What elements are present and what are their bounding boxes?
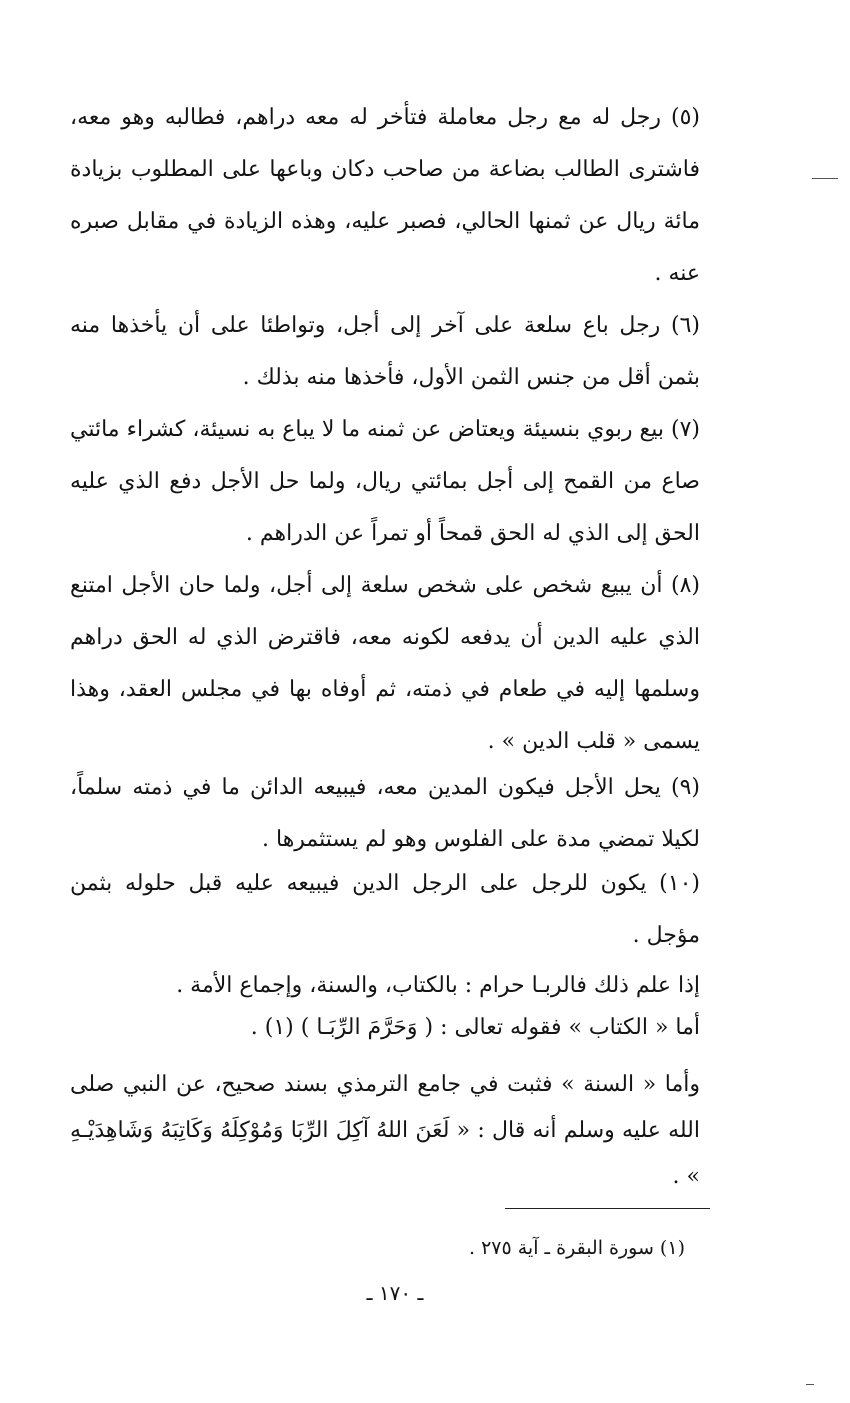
scan-artifact-mark [812, 178, 838, 179]
paragraph-item-6: (٦) رجل باع سلعة على آخر إلى أجل، وتواطئا على أن يأخذها منه بثمن أقل من جنس الثمن الأول، فأخذها منه بذلك . [70, 313, 700, 390]
paragraph-item-9: (٩) يحل الأجل فيكون المدين معه، فيبيعه الدائن ما في ذمته سلماً، لكيلا تمضي مدة على الفلوس وهو لم يستثمرها . [70, 775, 701, 852]
paragraph-riba-ruling: إذا علم ذلك فالربـا حرام : بالكتاب، والسنة، وإجماع الأمة . [176, 973, 700, 998]
scan-artifact-mark [806, 1384, 814, 1385]
footnote: (١) سورة البقرة ـ آية ٢٧٥ . [468, 1237, 685, 1259]
paragraph-sunnah-evidence: وأما « السنة » فثبت في جامع الترمذي بسند صحيح، عن النبي صلى الله عليه وسلم أنه قال : « لَعَنَ اللهُ آكِلَ الرِّبَا وَمُوْكِلَهُ وَكَاتِبَهُ وَشَاهِدَيْـهِ » . [70, 1072, 700, 1189]
paragraph-item-8: (٨) أن يبيع شخص على شخص سلعة إلى أجل، ولما حان الأجل امتنع الذي عليه الدين أن يدفعه لكونه معه، فاقترض الذي له الحق دراهم وسلمها إليه في طعام في ذمته، ثم أوفاه بها في مجلس العقد، وهذا يسمى « قلب الدين » . [70, 573, 700, 754]
paragraph-quran-evidence: أما « الكتاب » فقوله تعالى : ( وَحَرَّمَ الرِّبَـا ) (١) . [250, 1015, 700, 1040]
footnote-divider [505, 1208, 710, 1209]
paragraph-item-10: (١٠) يكون للرجل على الرجل الدين فيبيعه عليه قبل حلوله بثمن مؤجل . [70, 871, 700, 948]
page-number: ـ ١٧٠ ـ [366, 1281, 424, 1305]
paragraph-item-5: (٥) رجل له مع رجل معاملة فتأخر له معه دراهم، فطالبه وهو معه، فاشترى الطالب بضاعة من صاحب دكان وباعها على المطلوب بزيادة مائة ريال عن ثمنها الحالي، فصبر عليه، وهذه الزيادة في مقابل صبره عنه . [70, 105, 700, 286]
paragraph-item-7: (٧) بيع ربوي بنسيئة ويعتاض عن ثمنه ما لا يباع به نسيئة، كشراء مائتي صاع من القمح إلى أجل بمائتي ريال، ولما حل الأجل دفع الذي عليه الحق إلى الذي له الحق قمحاً أو تمراً عن الدراهم . [70, 417, 700, 546]
